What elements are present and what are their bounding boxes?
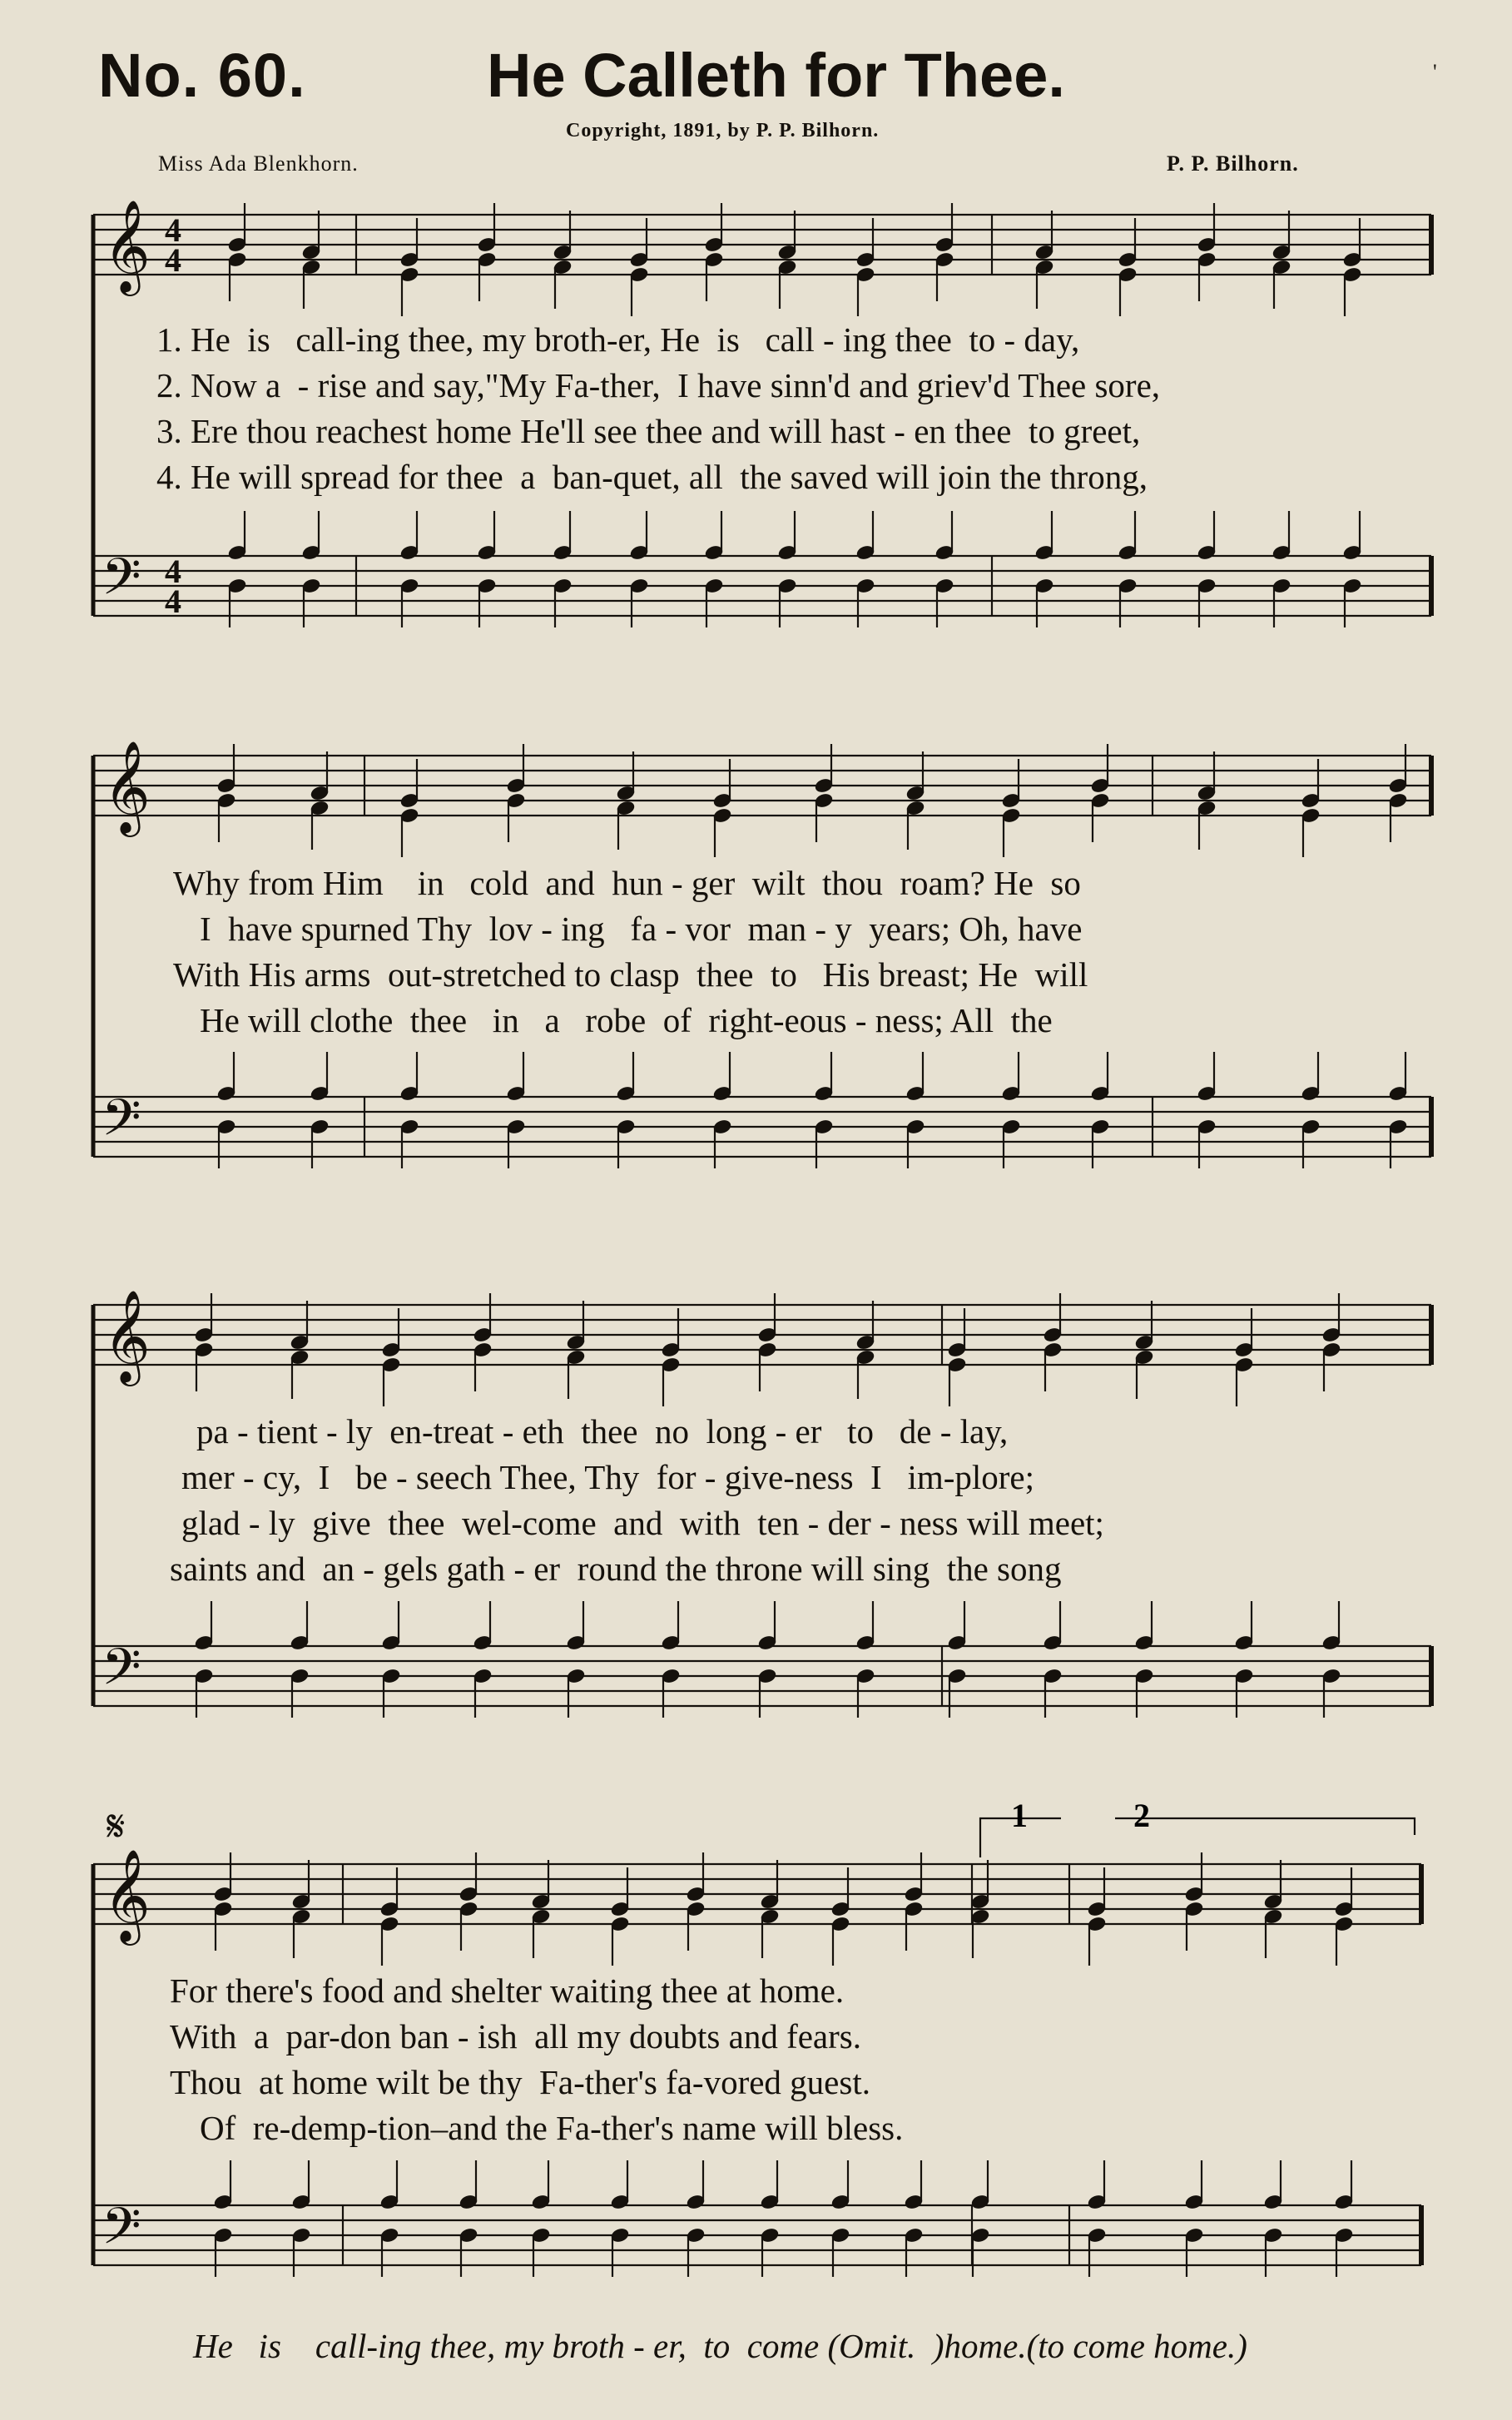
verse-1-line-d: For there's food and shelter waiting thee at home. (170, 1971, 845, 2010)
verse-4-line-c: saints and an - gels gath - er round the throne will sing the song (170, 1550, 1062, 1588)
verse-2-line-a: 2. Now a - rise and say,"My Fa-ther, I have sinn'd and griev'd Thee sore, (156, 366, 1161, 404)
time-signature-treble: 4 (165, 211, 181, 249)
verse-2-line-c: mer - cy, I be - seech Thee, Thy for - give-ness I im-plore; (181, 1458, 1035, 1496)
time-signature-treble: 4 (165, 241, 181, 279)
time-signature-bass: 4 (165, 553, 181, 590)
corner-mark: ' (1433, 60, 1437, 84)
verse-1-line-b: Why from Him in cold and hun - ger wilt thou roam? He so (173, 864, 1081, 902)
treble-clef-icon: 𝄞 (103, 1289, 151, 1382)
verse-2-line-d: With a par-don ban - ish all my doubts and fears. (170, 2017, 861, 2056)
bass-clef-icon: 𝄢 (102, 548, 141, 619)
bass-clef-icon: 𝄢 (102, 2197, 141, 2269)
hymn-title: He Calleth for Thee. (487, 41, 1065, 110)
verse-3-line-d: Thou at home wilt be thy Fa-ther's fa-vored guest. (170, 2063, 870, 2101)
copyright-notice: Copyright, 1891, by P. P. Bilhorn. (566, 120, 880, 141)
hymn-number: No. 60. (98, 41, 306, 110)
verse-2-line-b: I have spurned Thy lov - ing fa - vor man - y years; Oh, have (200, 910, 1083, 948)
segno-icon: 𝄋 (107, 1802, 126, 1852)
treble-clef-icon: 𝄞 (103, 1848, 151, 1941)
second-ending-label: 2 (1133, 1797, 1150, 1834)
verse-4-line-a: 4. He will spread for thee a ban-quet, all the saved will join the throng, (156, 458, 1148, 496)
bass-clef-icon: 𝄢 (102, 1089, 141, 1160)
lyricist-credit: Miss Ada Blenkhorn. (158, 151, 359, 176)
first-ending-label: 1 (1011, 1797, 1028, 1834)
verse-4-line-d: Of re-demp-tion–and the Fa-ther's name will bless. (200, 2109, 904, 2147)
verse-1-line-c: pa - tient - ly en-treat - eth thee no long - er to de - lay, (196, 1412, 1009, 1451)
second-ending-bracket (1115, 1818, 1415, 1835)
verse-4-line-b: He will clothe thee in a robe of right-eous - ness; All the (200, 1001, 1053, 1039)
bass-clef-icon: 𝄢 (102, 1638, 141, 1709)
verse-3-line-b: With His arms out-stretched to clasp thee to His breast; He will (173, 955, 1088, 994)
treble-clef-icon: 𝄞 (103, 199, 151, 292)
time-signature-bass: 4 (165, 583, 181, 620)
verse-3-line-a: 3. Ere thou reachest home He'll see thee and will hast - en thee to greet, (156, 412, 1141, 450)
refrain-tail-lyric: He is call-ing thee, my broth - er, to come (Omit. )home.(to come home.) (193, 2327, 1247, 2365)
verse-1-line-a: 1. He is call-ing thee, my broth-er, He is call - ing thee to - day, (156, 320, 1080, 359)
treble-clef-icon: 𝄞 (103, 740, 151, 833)
verse-3-line-c: glad - ly give thee wel-come and with ten - der - ness will meet; (181, 1504, 1104, 1542)
composer-credit: P. P. Bilhorn. (1167, 151, 1299, 176)
